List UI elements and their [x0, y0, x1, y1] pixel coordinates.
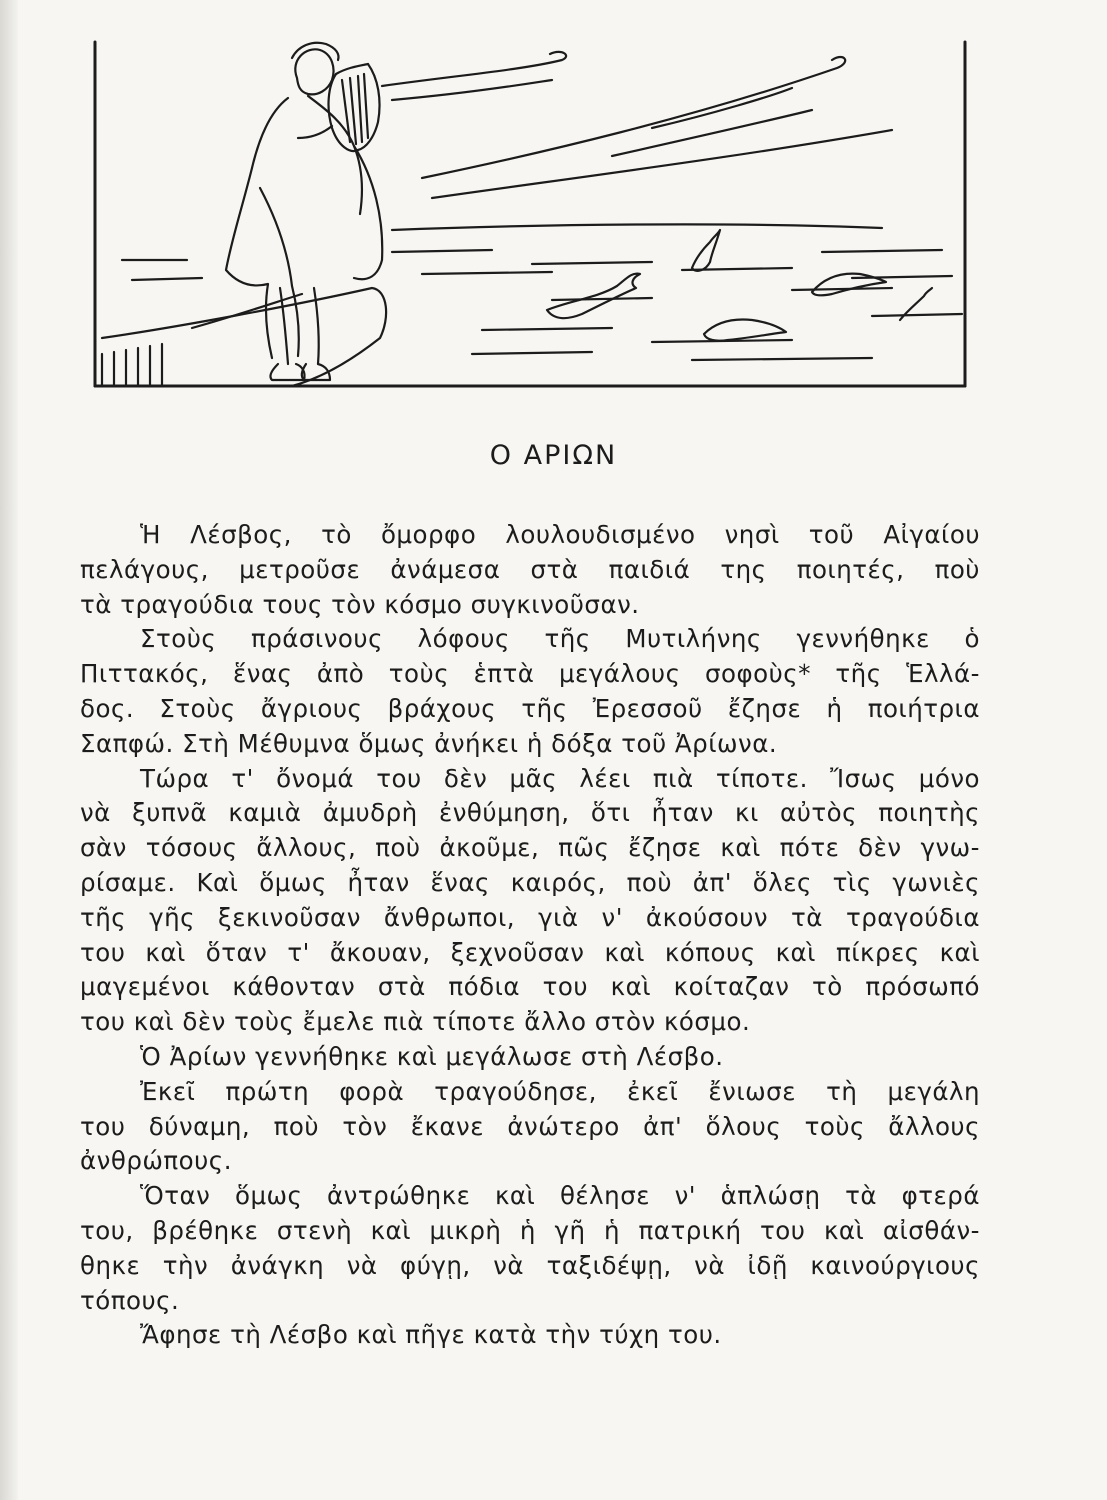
text-line: θηκε τὴν ἀνάγκη νὰ φύγῃ, νὰ ταξιδέψῃ, νὰ ἰδῇ καινούργιους	[80, 1250, 980, 1280]
illustration-drawing	[92, 38, 968, 390]
text-line: ἀνθρώπους.	[80, 1146, 232, 1176]
text-line: τῆς γῆς ξεκινοῦσαν ἄνθρωποι, γιὰ ν' ἀκούσουν τὰ τραγούδια	[80, 902, 980, 932]
text-line: Στοὺς πράσινους λόφους τῆς Μυτιλήνης γεννήθηκε ὁ	[140, 624, 980, 654]
text-line: Ἡ Λέσβος, τὸ ὄμορφο λουλουδισμένο νησὶ τοῦ Αἰγαίου	[140, 520, 980, 549]
text-line: του δύναμη, ποὺ τὸν ἔκανε ἀνώτερο ἀπ' ὅλους τοὺς ἄλλους	[80, 1111, 980, 1141]
text-line: Ὁ Ἀρίων γεννήθηκε καὶ μεγάλωσε στὴ Λέσβο.	[140, 1041, 724, 1071]
text-line: Σαπφώ. Στὴ Μέθυμνα ὅμως ἀνήκει ἡ δόξα τοῦ Ἀρίωνα.	[80, 728, 778, 758]
text-line: δος. Στοὺς ἄγριους βράχους τῆς Ἐρεσσοῦ ἔζησε ἡ ποιήτρια	[80, 693, 980, 723]
story-text	[80, 518, 980, 1353]
arion-illustration	[92, 38, 968, 390]
text-line: Τώρα τ' ὄνομά του δὲν μᾶς λέει πιὰ τίποτε. Ἴσως μόνο	[140, 763, 980, 793]
text-line: του καὶ δὲν τοὺς ἔμελε πιὰ τίποτε ἄλλο στὸν κόσμο.	[80, 1007, 751, 1037]
text-line: Ὅταν ὅμως ἀντρώθηκε καὶ θέλησε ν' ἁπλώσῃ τὰ φτερά	[140, 1181, 980, 1211]
text-line: νὰ ξυπνᾶ καμιὰ ἀμυδρὴ ἐνθύμηση, ὅτι ἦταν κι αὐτὸς ποιητὴς	[80, 798, 980, 828]
text-line: μαγεμένοι κάθονταν στὰ πόδια του καὶ κοίταζαν τὸ πρόσωπό	[80, 972, 980, 1002]
text-line: σὰν τόσους ἄλλους, ποὺ ἀκοῦμε, πῶς ἔζησε καὶ πότε δὲν γνω-	[80, 833, 980, 863]
text-line: Ἐκεῖ πρώτη φορὰ τραγούδησε, ἐκεῖ ἔνιωσε τὴ μεγάλη	[140, 1076, 980, 1106]
text-line: Πιττακός, ἕνας ἀπὸ τοὺς ἑπτὰ μεγάλους σοφοὺς* τῆς Ἑλλά-	[80, 659, 980, 689]
page-title: Ο ΑΡΙΩΝ	[489, 440, 618, 471]
text-line: τόπους.	[80, 1285, 180, 1315]
text-line: Ἄφησε τὴ Λέσβο καὶ πῆγε κατὰ τὴν τύχη του.	[140, 1320, 722, 1350]
text-line: του, βρέθηκε στενὴ καὶ μικρὴ ἡ γῆ ἡ πατρική του καὶ αἰσθάν-	[80, 1215, 980, 1245]
text-line: του καὶ ὅταν τ' ἄκουαν, ξεχνοῦσαν καὶ κόπους καὶ πίκρες καὶ	[80, 937, 980, 967]
text-line: ρίσαμε. Καὶ ὅμως ἦταν ἕνας καιρός, ποὺ ἀπ' ὅλες τὶς γωνιὲς	[80, 867, 980, 897]
page-binding-edge	[0, 0, 18, 1500]
text-line: πελάγους, μετροῦσε ἀνάμεσα στὰ παιδιά της ποιητές, ποὺ	[80, 554, 980, 584]
text-line: τὰ τραγούδια τους τὸν κόσμο συγκινοῦσαν.	[80, 589, 640, 619]
